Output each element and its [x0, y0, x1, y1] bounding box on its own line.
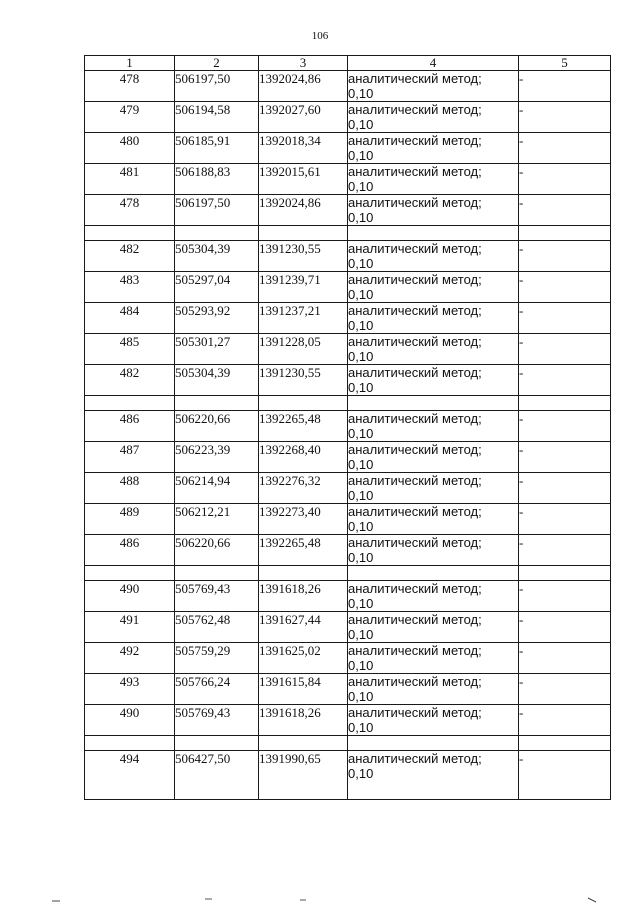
method-cell — [348, 365, 519, 396]
group-separator-row — [85, 566, 611, 581]
method-accuracy: 0,10 — [348, 550, 374, 565]
point-number-cell: 490 — [85, 581, 175, 612]
point-number-cell: 478 — [85, 71, 175, 102]
note-cell: - — [519, 195, 611, 226]
note-cell: - — [519, 442, 611, 473]
method-name: аналитический метод; — [348, 334, 482, 349]
table-row — [85, 411, 611, 442]
note-cell: - — [519, 102, 611, 133]
method-accuracy: 0,10 — [348, 689, 374, 704]
header-row — [85, 56, 611, 71]
table-row — [85, 705, 611, 736]
empty-cell — [259, 396, 348, 411]
method-name: аналитический метод; — [348, 442, 482, 457]
table-row — [85, 643, 611, 674]
point-number-cell: 486 — [85, 411, 175, 442]
table-row — [85, 535, 611, 566]
method-name: аналитический метод; — [348, 751, 482, 766]
y-coordinate-cell: 1391625,02 — [259, 643, 348, 674]
x-coordinate-cell: 506214,94 — [175, 473, 259, 504]
y-coordinate-cell: 1392265,48 — [259, 535, 348, 566]
point-number-cell: 494 — [85, 751, 175, 800]
group-separator-row — [85, 226, 611, 241]
point-number-cell: 492 — [85, 643, 175, 674]
y-coordinate-cell: 1391618,26 — [259, 581, 348, 612]
note-cell: - — [519, 612, 611, 643]
method-name: аналитический метод; — [348, 102, 482, 117]
method-name: аналитический метод; — [348, 241, 482, 256]
x-coordinate-cell: 506220,66 — [175, 535, 259, 566]
method-name: аналитический метод; — [348, 411, 482, 426]
table-row — [85, 241, 611, 272]
method-name: аналитический метод; — [348, 164, 482, 179]
note-cell: - — [519, 411, 611, 442]
method-accuracy: 0,10 — [348, 426, 374, 441]
y-coordinate-cell: 1391615,84 — [259, 674, 348, 705]
table-row — [85, 365, 611, 396]
method-cell — [348, 751, 519, 800]
table-row — [85, 334, 611, 365]
note-cell: - — [519, 365, 611, 396]
table-row — [85, 473, 611, 504]
method-cell — [348, 71, 519, 102]
x-coordinate-cell: 506197,50 — [175, 71, 259, 102]
method-accuracy: 0,10 — [348, 457, 374, 472]
page-number: 106 — [311, 30, 329, 42]
y-coordinate-cell: 1392268,40 — [259, 442, 348, 473]
y-coordinate-cell: 1391990,65 — [259, 751, 348, 800]
method-cell — [348, 442, 519, 473]
point-number-cell: 490 — [85, 705, 175, 736]
note-cell: - — [519, 581, 611, 612]
empty-cell — [348, 736, 519, 751]
note-cell: - — [519, 334, 611, 365]
method-accuracy: 0,10 — [348, 519, 374, 534]
header-col-2: 2 — [175, 56, 259, 71]
method-name: аналитический метод; — [348, 504, 482, 519]
note-cell: - — [519, 164, 611, 195]
empty-cell — [259, 566, 348, 581]
note-cell: - — [519, 705, 611, 736]
method-cell — [348, 581, 519, 612]
header-col-4: 4 — [348, 56, 519, 71]
method-accuracy: 0,10 — [348, 658, 374, 673]
method-name: аналитический метод; — [348, 71, 482, 86]
y-coordinate-cell: 1391237,21 — [259, 303, 348, 334]
point-number-cell: 488 — [85, 473, 175, 504]
empty-cell — [259, 736, 348, 751]
point-number-cell: 482 — [85, 365, 175, 396]
y-coordinate-cell: 1391228,05 — [259, 334, 348, 365]
empty-cell — [175, 566, 259, 581]
method-accuracy: 0,10 — [348, 596, 374, 611]
method-name: аналитический метод; — [348, 195, 482, 210]
method-name: аналитический метод; — [348, 674, 482, 689]
table-row — [85, 133, 611, 164]
y-coordinate-cell: 1392015,61 — [259, 164, 348, 195]
x-coordinate-cell: 505769,43 — [175, 705, 259, 736]
method-accuracy: 0,10 — [348, 766, 374, 781]
header-col-1: 1 — [85, 56, 175, 71]
table-row — [85, 612, 611, 643]
method-accuracy: 0,10 — [348, 627, 374, 642]
point-number-cell: 487 — [85, 442, 175, 473]
method-name: аналитический метод; — [348, 303, 482, 318]
coordinates-table — [84, 55, 611, 800]
note-cell: - — [519, 504, 611, 535]
point-number-cell: 483 — [85, 272, 175, 303]
empty-cell — [519, 226, 611, 241]
x-coordinate-cell: 505766,24 — [175, 674, 259, 705]
y-coordinate-cell: 1392018,34 — [259, 133, 348, 164]
note-cell: - — [519, 133, 611, 164]
empty-cell — [85, 736, 175, 751]
x-coordinate-cell: 506188,83 — [175, 164, 259, 195]
method-accuracy: 0,10 — [348, 380, 374, 395]
table-body — [85, 71, 611, 800]
empty-cell — [519, 736, 611, 751]
x-coordinate-cell: 506185,91 — [175, 133, 259, 164]
x-coordinate-cell: 505759,29 — [175, 643, 259, 674]
method-cell — [348, 535, 519, 566]
note-cell: - — [519, 71, 611, 102]
scan-edge-marks — [0, 893, 640, 905]
x-coordinate-cell: 505304,39 — [175, 365, 259, 396]
method-cell — [348, 164, 519, 195]
point-number-cell: 491 — [85, 612, 175, 643]
empty-cell — [259, 226, 348, 241]
note-cell: - — [519, 643, 611, 674]
table-row — [85, 272, 611, 303]
table-row — [85, 674, 611, 705]
point-number-cell: 482 — [85, 241, 175, 272]
empty-cell — [175, 396, 259, 411]
y-coordinate-cell: 1392265,48 — [259, 411, 348, 442]
method-name: аналитический метод; — [348, 612, 482, 627]
header-col-5: 5 — [519, 56, 611, 71]
point-number-cell: 479 — [85, 102, 175, 133]
note-cell: - — [519, 303, 611, 334]
method-cell — [348, 272, 519, 303]
note-cell: - — [519, 674, 611, 705]
x-coordinate-cell: 506220,66 — [175, 411, 259, 442]
empty-cell — [519, 566, 611, 581]
method-cell — [348, 473, 519, 504]
method-accuracy: 0,10 — [348, 179, 374, 194]
method-cell — [348, 504, 519, 535]
empty-cell — [519, 396, 611, 411]
point-number-cell: 486 — [85, 535, 175, 566]
empty-cell — [348, 566, 519, 581]
point-number-cell: 485 — [85, 334, 175, 365]
group-separator-row — [85, 396, 611, 411]
x-coordinate-cell: 506212,21 — [175, 504, 259, 535]
x-coordinate-cell: 505293,92 — [175, 303, 259, 334]
note-cell: - — [519, 473, 611, 504]
method-cell — [348, 241, 519, 272]
empty-cell — [85, 566, 175, 581]
method-cell — [348, 612, 519, 643]
y-coordinate-cell: 1391230,55 — [259, 365, 348, 396]
y-coordinate-cell: 1392276,32 — [259, 473, 348, 504]
y-coordinate-cell: 1392027,60 — [259, 102, 348, 133]
empty-cell — [175, 736, 259, 751]
empty-cell — [348, 226, 519, 241]
method-cell — [348, 303, 519, 334]
y-coordinate-cell: 1391239,71 — [259, 272, 348, 303]
method-cell — [348, 411, 519, 442]
method-accuracy: 0,10 — [348, 148, 374, 163]
method-accuracy: 0,10 — [348, 349, 374, 364]
y-coordinate-cell: 1392024,86 — [259, 195, 348, 226]
y-coordinate-cell: 1391230,55 — [259, 241, 348, 272]
point-number-cell: 478 — [85, 195, 175, 226]
method-name: аналитический метод; — [348, 705, 482, 720]
group-separator-row — [85, 736, 611, 751]
method-name: аналитический метод; — [348, 535, 482, 550]
method-accuracy: 0,10 — [348, 256, 374, 271]
y-coordinate-cell: 1391618,26 — [259, 705, 348, 736]
method-accuracy: 0,10 — [348, 210, 374, 225]
note-cell: - — [519, 535, 611, 566]
method-cell — [348, 133, 519, 164]
point-number-cell: 493 — [85, 674, 175, 705]
method-name: аналитический метод; — [348, 643, 482, 658]
method-name: аналитический метод; — [348, 473, 482, 488]
point-number-cell: 481 — [85, 164, 175, 195]
method-name: аналитический метод; — [348, 365, 482, 380]
point-number-cell: 489 — [85, 504, 175, 535]
x-coordinate-cell: 506194,58 — [175, 102, 259, 133]
method-name: аналитический метод; — [348, 581, 482, 596]
empty-cell — [85, 226, 175, 241]
x-coordinate-cell: 506223,39 — [175, 442, 259, 473]
y-coordinate-cell: 1391627,44 — [259, 612, 348, 643]
x-coordinate-cell: 505301,27 — [175, 334, 259, 365]
method-cell — [348, 643, 519, 674]
method-cell — [348, 674, 519, 705]
table-row — [85, 442, 611, 473]
method-accuracy: 0,10 — [348, 318, 374, 333]
point-number-cell: 480 — [85, 133, 175, 164]
method-cell — [348, 705, 519, 736]
table-row — [85, 751, 611, 800]
table-header — [85, 56, 611, 71]
y-coordinate-cell: 1392273,40 — [259, 504, 348, 535]
table-row — [85, 71, 611, 102]
x-coordinate-cell: 506427,50 — [175, 751, 259, 800]
table-row — [85, 195, 611, 226]
method-cell — [348, 195, 519, 226]
empty-cell — [348, 396, 519, 411]
note-cell: - — [519, 751, 611, 800]
header-col-3: 3 — [259, 56, 348, 71]
table-row — [85, 581, 611, 612]
method-cell — [348, 102, 519, 133]
table-row — [85, 504, 611, 535]
x-coordinate-cell: 505304,39 — [175, 241, 259, 272]
point-number-cell: 484 — [85, 303, 175, 334]
method-name: аналитический метод; — [348, 272, 482, 287]
note-cell: - — [519, 241, 611, 272]
method-name: аналитический метод; — [348, 133, 482, 148]
x-coordinate-cell: 505762,48 — [175, 612, 259, 643]
table-row — [85, 102, 611, 133]
method-accuracy: 0,10 — [348, 117, 374, 132]
x-coordinate-cell: 505769,43 — [175, 581, 259, 612]
empty-cell — [85, 396, 175, 411]
y-coordinate-cell: 1392024,86 — [259, 71, 348, 102]
empty-cell — [175, 226, 259, 241]
x-coordinate-cell: 506197,50 — [175, 195, 259, 226]
table-row — [85, 303, 611, 334]
method-accuracy: 0,10 — [348, 86, 374, 101]
table-row — [85, 164, 611, 195]
method-cell — [348, 334, 519, 365]
method-accuracy: 0,10 — [348, 488, 374, 503]
x-coordinate-cell: 505297,04 — [175, 272, 259, 303]
method-accuracy: 0,10 — [348, 720, 374, 735]
method-accuracy: 0,10 — [348, 287, 374, 302]
note-cell: - — [519, 272, 611, 303]
